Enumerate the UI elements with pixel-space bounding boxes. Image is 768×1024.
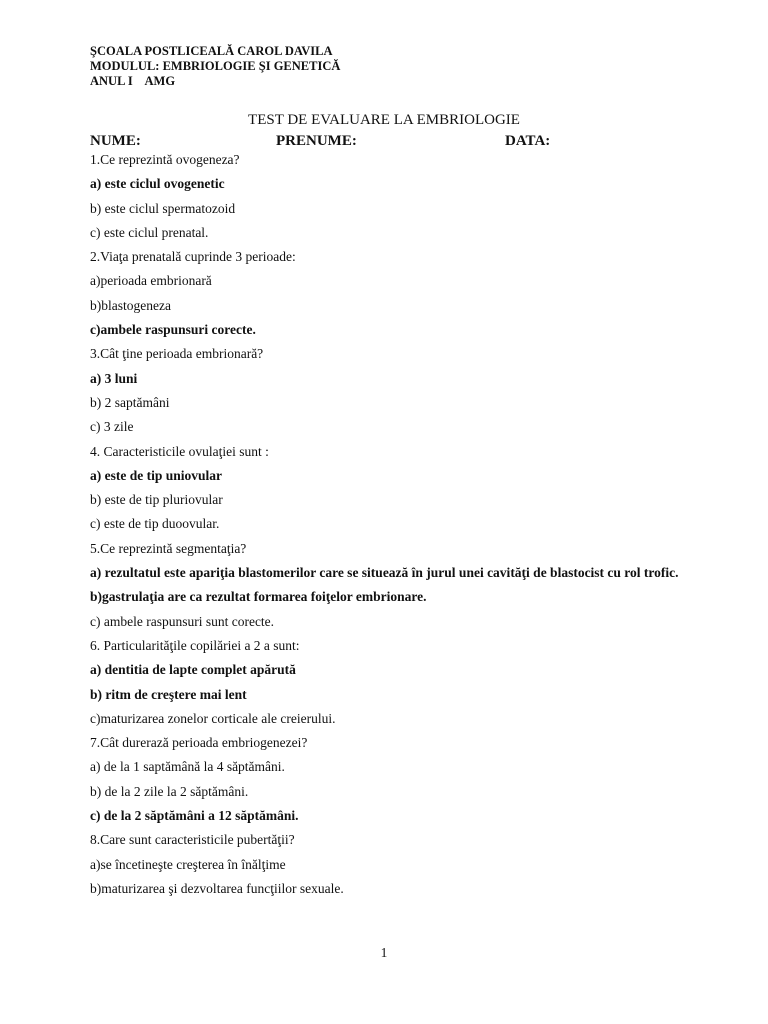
- answer-line: c) ambele raspunsuri sunt corecte.: [90, 613, 275, 629]
- answer-line: c)maturizarea zonelor corticale ale creierului.: [90, 710, 336, 726]
- answer-line: a)perioada embrionară: [90, 273, 212, 289]
- answer-line: a) de la 1 saptămână la 4 săptămâni.: [90, 759, 285, 775]
- answer-line: c) de la 2 săptămâni a 12 săptămâni.: [90, 808, 299, 824]
- answer-line: b) de la 2 zile la 2 săptămâni.: [90, 783, 249, 799]
- question-line: 4. Caracteristicile ovulaţiei sunt :: [90, 443, 269, 459]
- question-line: 3.Cât ţine perioada embrionară?: [90, 346, 264, 362]
- page-number: 1: [380, 945, 388, 960]
- field-data: DATA:: [505, 133, 551, 149]
- question-list: [90, 152, 690, 905]
- field-nume: NUME:: [90, 133, 141, 149]
- question-line: 6. Particularităţile copilăriei a 2 a sunt:: [90, 637, 300, 653]
- document-header: [90, 44, 690, 89]
- answer-line: a) rezultatul este apariţia blastomerilor care se situează în jurul unei cavităţi de blastocist cu rol trofic.: [90, 565, 679, 581]
- module-name: MODULUL: EMBRIOLOGIE ŞI GENETICĂ: [90, 59, 341, 73]
- question-line: 1.Ce reprezintă ovogeneza?: [90, 152, 240, 167]
- answer-line: b)gastrulaţia are ca rezultat formarea foiţelor embrionare.: [90, 589, 427, 605]
- answer-line: c) este ciclul prenatal.: [90, 224, 209, 240]
- answer-line: b) este ciclul spermatozoid: [90, 200, 236, 216]
- answer-line: b)blastogeneza: [90, 297, 171, 313]
- question-line: 7.Cât durerază perioada embriogenezei?: [90, 735, 308, 751]
- student-fields: [90, 132, 690, 150]
- answer-line: b) 2 saptămâni: [90, 394, 170, 410]
- field-prenume: PRENUME:: [276, 133, 357, 149]
- answer-line: a) 3 luni: [90, 370, 138, 386]
- question-line: 8.Care sunt caracteristicile pubertăţii?: [90, 832, 295, 848]
- answer-line: a) este de tip uniovular: [90, 467, 223, 483]
- study-year: ANUL I AMG: [90, 74, 176, 88]
- question-line: 2.Viaţa prenatală cuprinde 3 perioade:: [90, 249, 296, 265]
- answer-line: b)maturizarea şi dezvoltarea funcţiilor sexuale.: [90, 880, 344, 896]
- answer-line: a)se încetineşte creşterea în înălţime: [90, 856, 286, 872]
- test-title: TEST DE EVALUARE LA EMBRIOLOGIE: [248, 112, 520, 128]
- answer-line: a) este ciclul ovogenetic: [90, 176, 225, 192]
- answer-line: a) dentitia de lapte complet apărută: [90, 662, 296, 678]
- answer-line: b) ritm de creştere mai lent: [90, 686, 247, 702]
- question-line: 5.Ce reprezintă segmentaţia?: [90, 540, 247, 556]
- answer-line: c) 3 zile: [90, 419, 134, 435]
- answer-line: c)ambele raspunsuri corecte.: [90, 322, 256, 338]
- answer-line: c) este de tip duoovular.: [90, 516, 220, 532]
- school-name: ŞCOALA POSTLICEALĂ CAROL DAVILA: [90, 44, 333, 58]
- answer-line: b) este de tip pluriovular: [90, 492, 223, 508]
